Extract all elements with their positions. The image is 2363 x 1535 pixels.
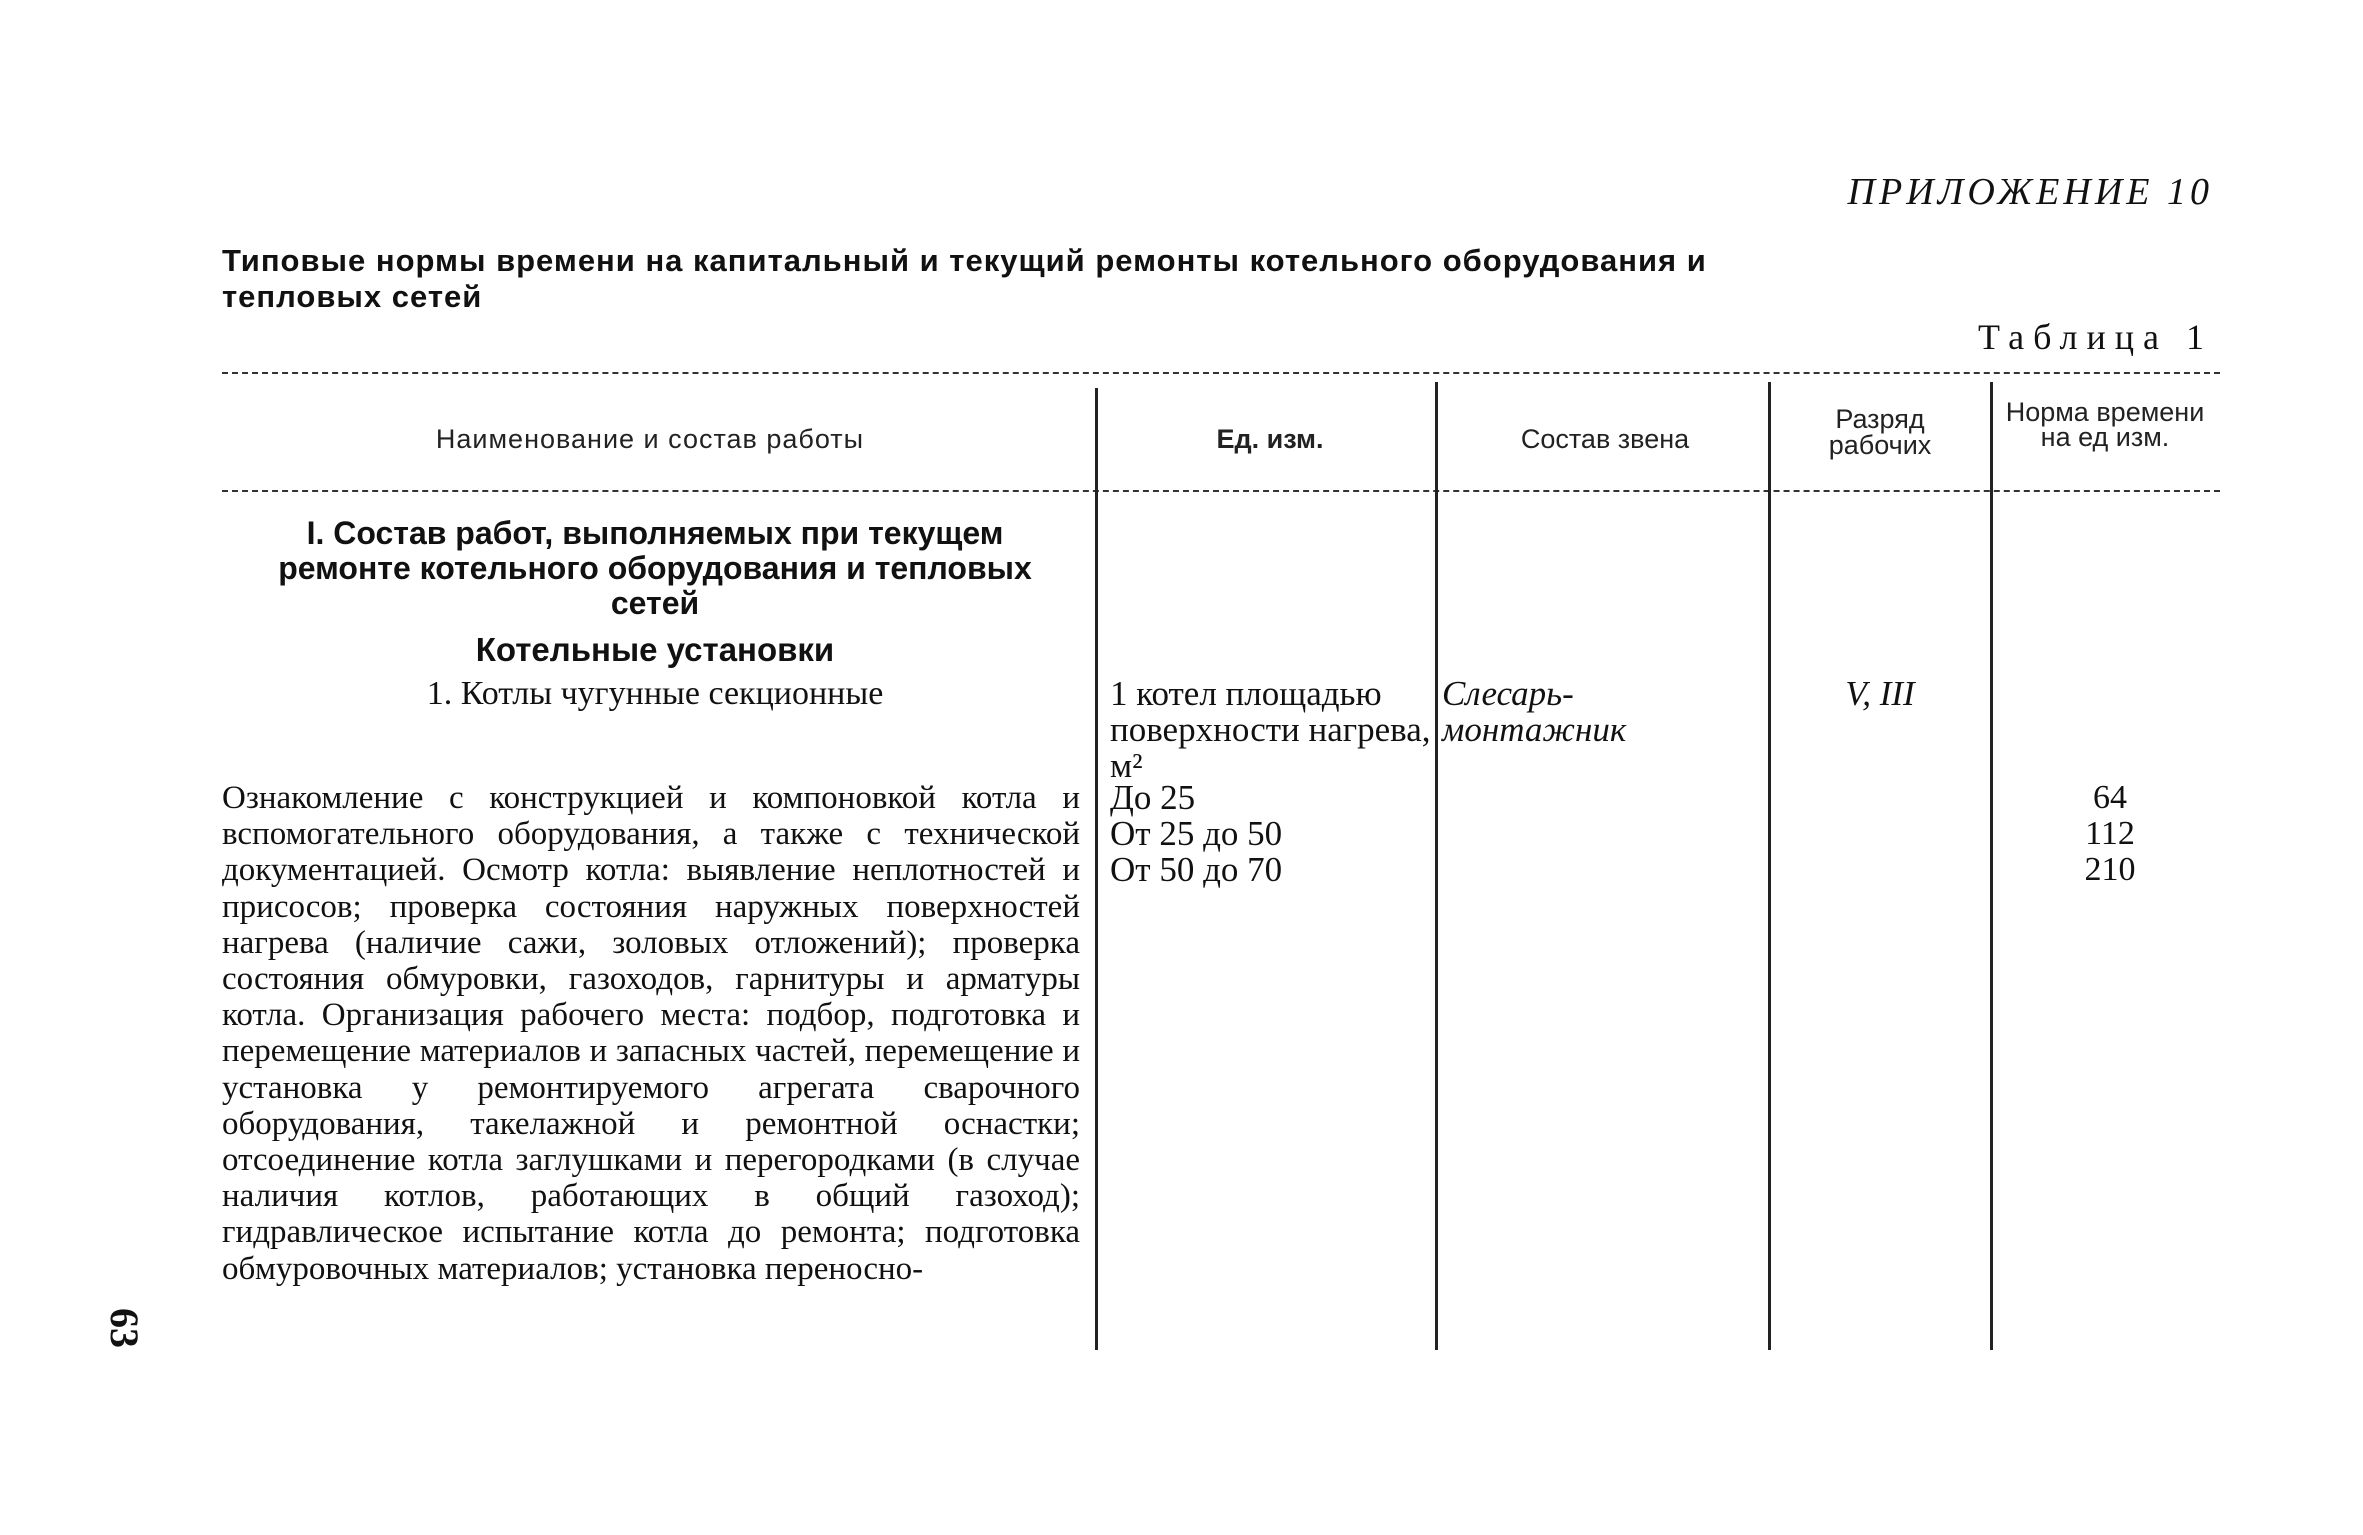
item-title: 1. Котлы чугунные секционные bbox=[426, 675, 884, 712]
unit-range-2: От 25 до 50 bbox=[1110, 814, 1283, 853]
header-norm: Норма времени на ед изм. bbox=[2005, 397, 2205, 452]
document-title: Типовые нормы времени на капитальный и текущий ремонты котельного оборудования и тепловых сетей bbox=[222, 243, 1707, 314]
table-label: Таблица 1 bbox=[1978, 317, 2213, 357]
crew-value: Слесарь-монтажник bbox=[1442, 674, 1627, 749]
column-divider-3 bbox=[1768, 382, 1771, 1350]
unit-range-3: От 50 до 70 bbox=[1110, 850, 1283, 889]
column-divider-1 bbox=[1095, 388, 1098, 1350]
work-description: Ознакомление с конструкцией и компоновкой котла и вспомогательного оборудования, а также с технической документацией. Осмотр котла: выявление неплотностей и присосов; проверка состояния наружных поверхностей нагрева (наличие сажи, золовых отложений); проверка состояния обмуровки, газоходов, гарнитуры и арматуры котла. Организация рабочего места: подбор, подготовка и перемещение материалов и запасных частей, перемещение и установка у ремонтируемого агрегата сварочного оборудования, такелажной и ремонтной оснастки; отсоединение котла заглушками и перегородками (в случае наличия котлов, работающих в общий газоход); гидравлическое испытание котла до ремонта; подготовка обмуровочных материалов; установка переносно- bbox=[222, 780, 1080, 1287]
table-top-rule bbox=[222, 372, 2220, 374]
header-grade: Разряд рабочих bbox=[1828, 404, 1932, 460]
norm-value-2: 112 bbox=[2085, 815, 2135, 852]
unit-description: 1 котел площадью поверхности нагрева, м² bbox=[1110, 674, 1431, 785]
unit-range-1: До 25 bbox=[1110, 778, 1196, 817]
column-divider-2 bbox=[1435, 382, 1438, 1350]
header-bottom-rule bbox=[222, 490, 2220, 492]
header-work: Наименование и состав работы bbox=[435, 424, 865, 454]
grade-value: V, III bbox=[1845, 674, 1915, 713]
norm-value-3: 210 bbox=[2084, 851, 2136, 888]
appendix-label: ПРИЛОЖЕНИЕ 10 bbox=[1847, 171, 2213, 213]
section-title: I. Состав работ, выполняемых при текущем ремонте котельного оборудования и тепловых сетей bbox=[278, 515, 1032, 621]
header-unit: Ед. изм. bbox=[1216, 424, 1324, 454]
norm-value-1: 64 bbox=[2093, 779, 2127, 816]
column-divider-4 bbox=[1990, 382, 1993, 1350]
page-number: 63 bbox=[102, 1308, 147, 1348]
header-crew: Состав звена bbox=[1520, 424, 1690, 454]
subsection-title: Котельные установки bbox=[475, 631, 835, 668]
